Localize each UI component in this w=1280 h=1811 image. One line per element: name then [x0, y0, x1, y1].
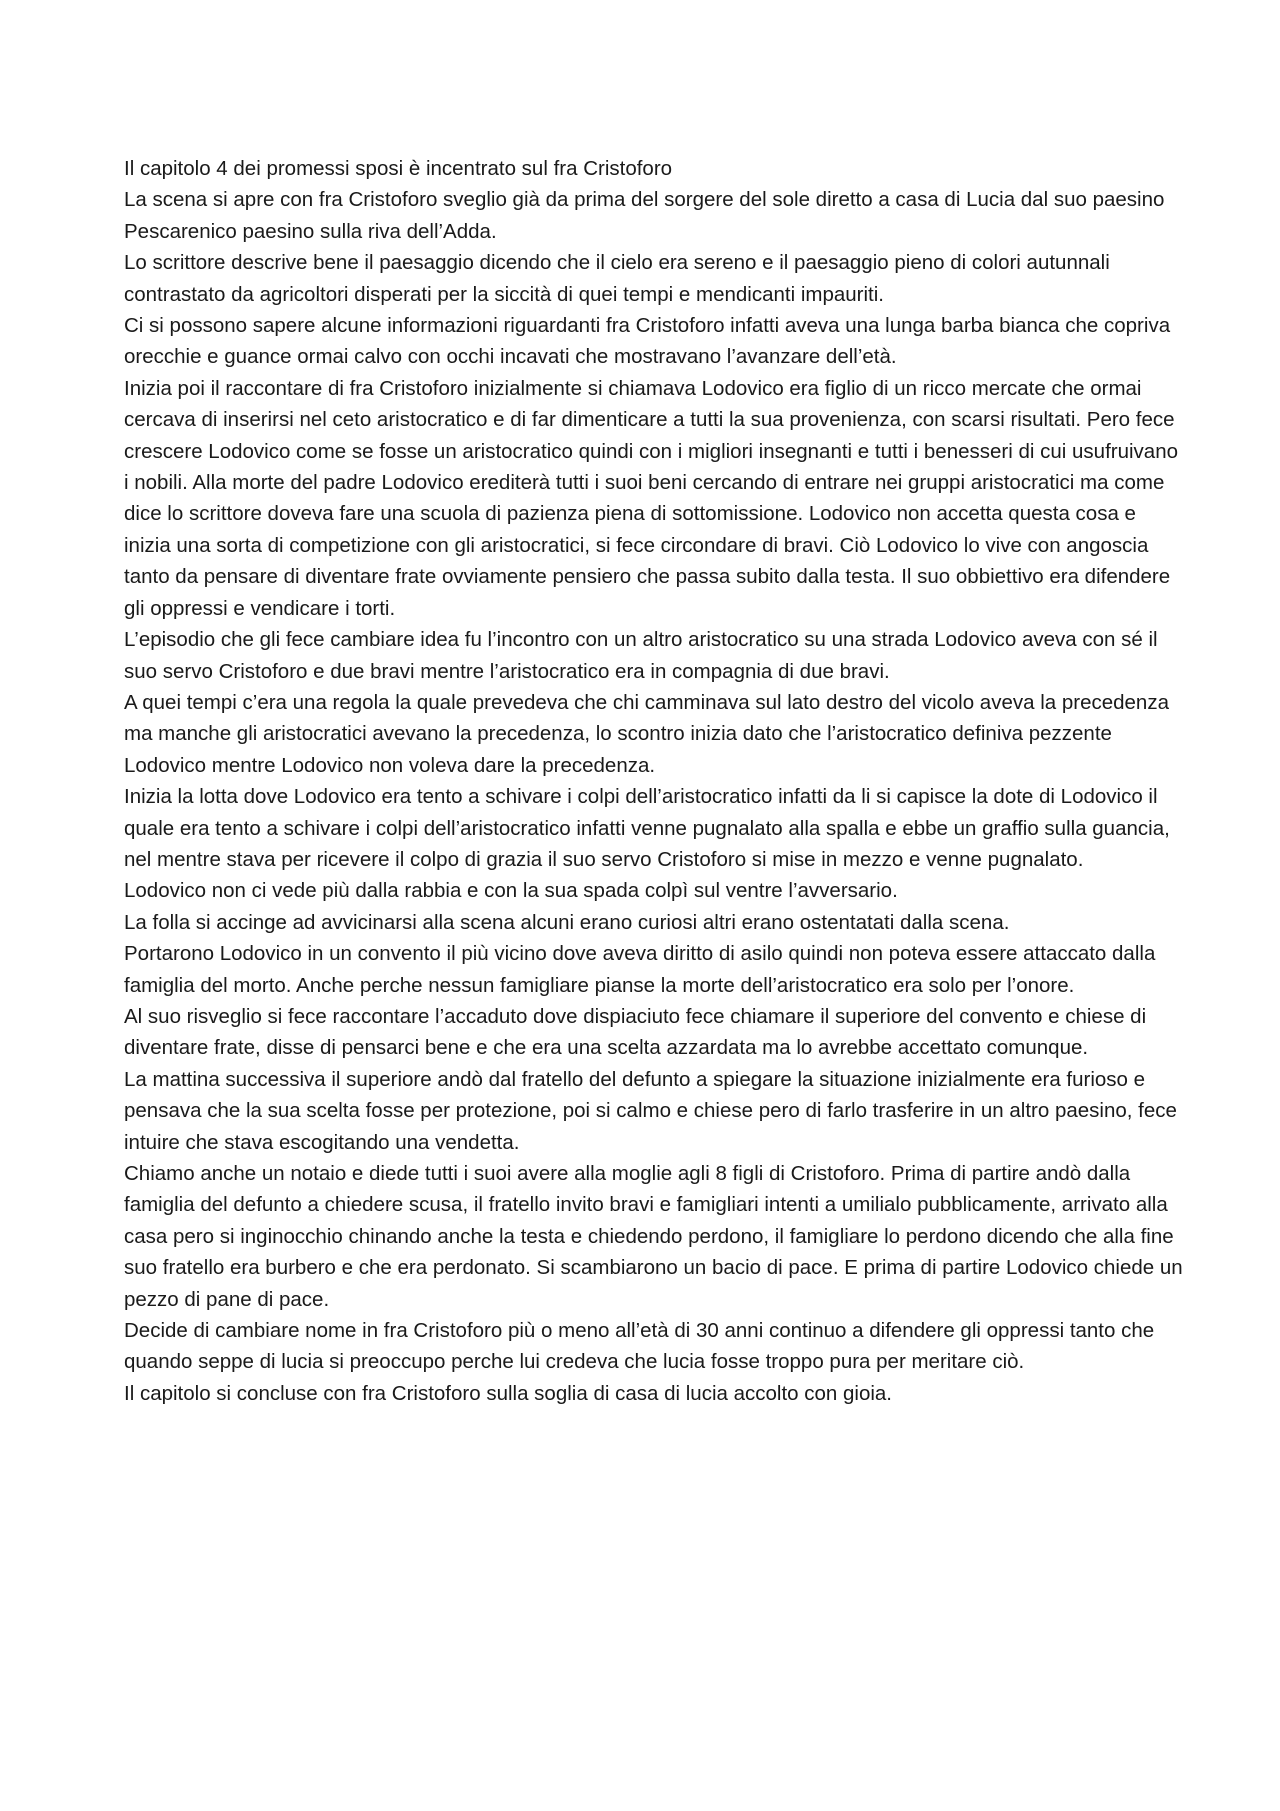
paragraph-fight: Inizia la lotta dove Lodovico era tento a schivare i colpi dell’aristocratico infatti da li si capisce la dote di Lodovico il quale era tento a schivare i colpi dell’aristocratico infatti venne pugnalato alla spalla e ebbe un graffio sulla guancia, nel mentre stava per ricevere il colpo di grazia il suo servo Cristoforo si mise in mezzo e venne pugnalato.	[124, 785, 1170, 871]
paragraph-precedence-rule: A quei tempi c’era una regola la quale prevedeva che chi camminava sul lato destro del vicolo aveva la precedenza ma manche gli aristocratici avevano la precedenza, lo scontro inizia dato che l’aristocratico definiva pezzente Lodovico mentre Lodovico non voleva dare la precedenza.	[124, 690, 1169, 777]
paragraph-crowd: La folla si accinge ad avvicinarsi alla scena alcuni erano curiosi altri erano ostentatati dalla scena.	[124, 910, 1010, 934]
paragraph-revenge: Lodovico non ci vede più dalla rabbia e con la sua spada colpì sul ventre l’avversario.	[124, 879, 898, 903]
paragraph-description: Ci si possono sapere alcune informazioni riguardanti fra Cristoforo infatti aveva una lunga barba bianca che copriva orecchie e guance ormai calvo con occhi incavati che mostravano l’avanzare dell’età.	[124, 314, 1171, 369]
document-body	[124, 153, 1184, 1409]
paragraph-landscape: Lo scrittore descrive bene il paesaggio dicendo che il cielo era sereno e il paesaggio pieno di colori autunnali contrastato da agricoltori disperati per la siccità di quei tempi e mendicanti impauriti.	[124, 251, 1110, 306]
paragraph-scene-opening: La scena si apre con fra Cristoforo sveglio già da prima del sorgere del sole diretto a casa di Lucia dal suo paesino Pescarenico paesino sulla riva dell’Adda.	[124, 188, 1165, 243]
paragraph-new-name: Decide di cambiare nome in fra Cristoforo più o meno all’età di 30 anni continuo a difendere gli oppressi tanto che quando seppe di lucia si preoccupo perche lui credeva che lucia fosse troppo pura per meritare ciò.	[124, 1319, 1155, 1374]
paragraph-chapter-intro: Il capitolo 4 dei promessi sposi è incentrato sul fra Cristoforo	[124, 157, 673, 180]
paragraph-lodovico-origins: Inizia poi il raccontare di fra Cristoforo inizialmente si chiamava Lodovico era figlio di un ricco mercate che ormai cercava di inserirsi nel ceto aristocratico e di far dimenticare a tutti la sua provenienza, con scarsi risultati. Pero fece crescere Lodovico come se fosse un aristocratico quindi con i migliori insegnanti e tutti i benesseri di cui usufruivano i nobili. Alla morte del padre Lodovico erediterà tutti i suoi beni cercando di entrare nei gruppi aristocratici ma come dice lo scrittore doveva fare una scuola di pazienza piena di sottomissione. Lodovico non accetta questa cosa e inizia una sorta di competizione con gli aristocratici, si fece circondare di bravi. Ciò Lodovico lo vive con angoscia tanto da pensare di diventare frate ovviamente pensiero che passa subito dalla testa. Il suo obbiettivo era difendere gli oppressi e vendicare i torti.	[124, 376, 1179, 620]
paragraph-conclusion: Il capitolo si concluse con fra Cristoforo sulla soglia di casa di lucia accolto con gioia.	[124, 1381, 892, 1405]
paragraph-convent: Portarono Lodovico in un convento il più vicino dove aveva diritto di asilo quindi non poteva essere attaccato dalla famiglia del morto. Anche perche nessun famigliare pianse la morte dell’aristocratico era solo per l’onore.	[124, 942, 1156, 997]
paragraph-encounter: L’episodio che gli fece cambiare idea fu l’incontro con un altro aristocratico su una strada Lodovico aveva con sé il suo servo Cristoforo e due bravi mentre l’aristocratico era in compagnia di due bravi.	[124, 628, 1158, 683]
paragraph-awakening: Al suo risveglio si fece raccontare l’accaduto dove dispiaciuto fece chiamare il superiore del convento e chiese di diventare frate, disse di pensarci bene e che era una scelta azzardata ma lo avrebbe accettato comunque.	[124, 1004, 1147, 1060]
paragraph-next-morning: La mattina successiva il superiore andò dal fratello del defunto a spiegare la situazione inizialmente era furioso e pensava che la sua scelta fosse per protezione, poi si calmo e chiese pero di farlo trasferire in un altro paesino, fece intuire che stava escogitando una vendetta.	[124, 1067, 1177, 1154]
paragraph-apology: Chiamo anche un notaio e diede tutti i suoi avere alla moglie agli 8 figli di Cristoforo. Prima di partire andò dalla famiglia del defunto a chiedere scusa, il fratello invito bravi e famigliari intenti a umilialo pubblicamente, arrivato alla casa pero si inginocchio chinando anche la testa e chiedendo perdono, il famigliare lo perdono dicendo che alla fine suo fratello era burbero e che era perdonato. Si scambiarono un bacio di pace. E prima di partire Lodovico chiede un pezzo di pane di pace.	[124, 1162, 1183, 1311]
